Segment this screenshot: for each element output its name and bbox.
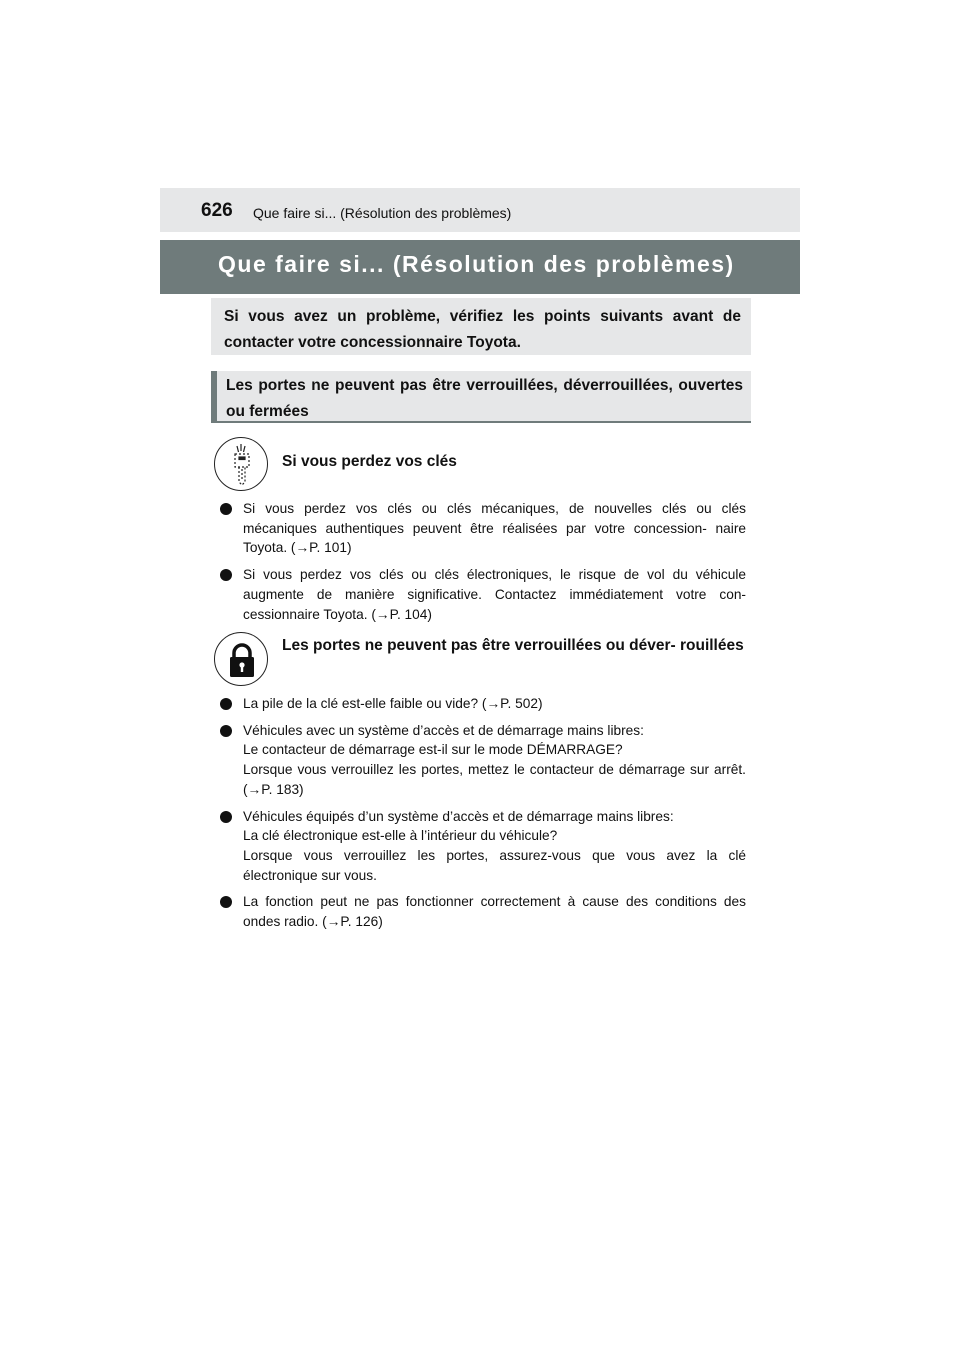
bullet-text: Véhicules avec un système d’accès et de démarrage mains libres: bbox=[243, 722, 644, 738]
title-band bbox=[160, 240, 800, 294]
bullet-icon bbox=[220, 896, 232, 908]
section-heading: Les portes ne peuvent pas être verrouillées, déverrouillées, ouvertes ou fermées bbox=[211, 371, 751, 423]
list-item bbox=[220, 807, 746, 886]
page-number: 626 bbox=[201, 200, 233, 221]
bullet-text: Le contacteur de démarrage est-il sur le mode DÉMARRAGE? bbox=[243, 742, 623, 758]
list-item bbox=[220, 892, 746, 931]
lost-keys-heading: Si vous perdez vos clés bbox=[282, 453, 457, 470]
key-icon bbox=[214, 437, 268, 491]
bullet-text: Lorsque vous verrouillez les portes, assurez-vous que vous avez la clé électronique sur vous. bbox=[243, 847, 746, 883]
list-item bbox=[220, 694, 746, 714]
bullet-text: Si vous perdez vos clés ou clés électroniques, le risque de vol du véhicule augmente de manière significative. Contactez immédiatement votre con- cessionnaire Toyota. (→P. 104) bbox=[243, 567, 746, 622]
bullet-text: La pile de la clé est-elle faible ou vide? (→P. 502) bbox=[243, 696, 543, 711]
list-item bbox=[220, 565, 746, 624]
bullet-text: Lorsque vous verrouillez les portes, mettez le contacteur de démarrage sur arrêt. (→P. 183) bbox=[243, 762, 746, 797]
page-title: Que faire si... (Résolution des problèmes) bbox=[218, 251, 735, 277]
running-title: Que faire si... (Résolution des problèmes) bbox=[253, 205, 512, 221]
padlock-icon bbox=[214, 632, 268, 686]
bullet-text: Si vous perdez vos clés ou clés mécaniques, de nouvelles clés ou clés mécaniques authentiques peuvent être réalisées par votre concession- naire Toyota. (→P. 101) bbox=[243, 501, 746, 556]
bullet-text: Véhicules équipés d’un système d’accès et de démarrage mains libres: bbox=[243, 808, 674, 824]
lock-unlock-heading: Les portes ne peuvent pas être verrouillées ou déver- rouillées bbox=[282, 637, 744, 654]
bullet-text: La clé électronique est-elle à l’intérieur du véhicule? bbox=[243, 828, 558, 844]
page-header bbox=[160, 188, 800, 232]
lock-unlock-list bbox=[220, 694, 746, 939]
bullet-icon bbox=[220, 811, 232, 823]
list-item bbox=[220, 721, 746, 800]
bullet-icon bbox=[220, 725, 232, 737]
bullet-icon bbox=[220, 569, 232, 581]
bullet-icon bbox=[220, 698, 232, 710]
intro-box: Si vous avez un problème, vérifiez les points suivants avant de contacter votre concessionnaire Toyota. bbox=[211, 298, 751, 355]
bullet-text: La fonction peut ne pas fonctionner correctement à cause des conditions des ondes radio. (→P. 126) bbox=[243, 894, 746, 930]
list-item bbox=[220, 499, 746, 558]
bullet-icon bbox=[220, 503, 232, 515]
lost-keys-list bbox=[220, 499, 746, 631]
